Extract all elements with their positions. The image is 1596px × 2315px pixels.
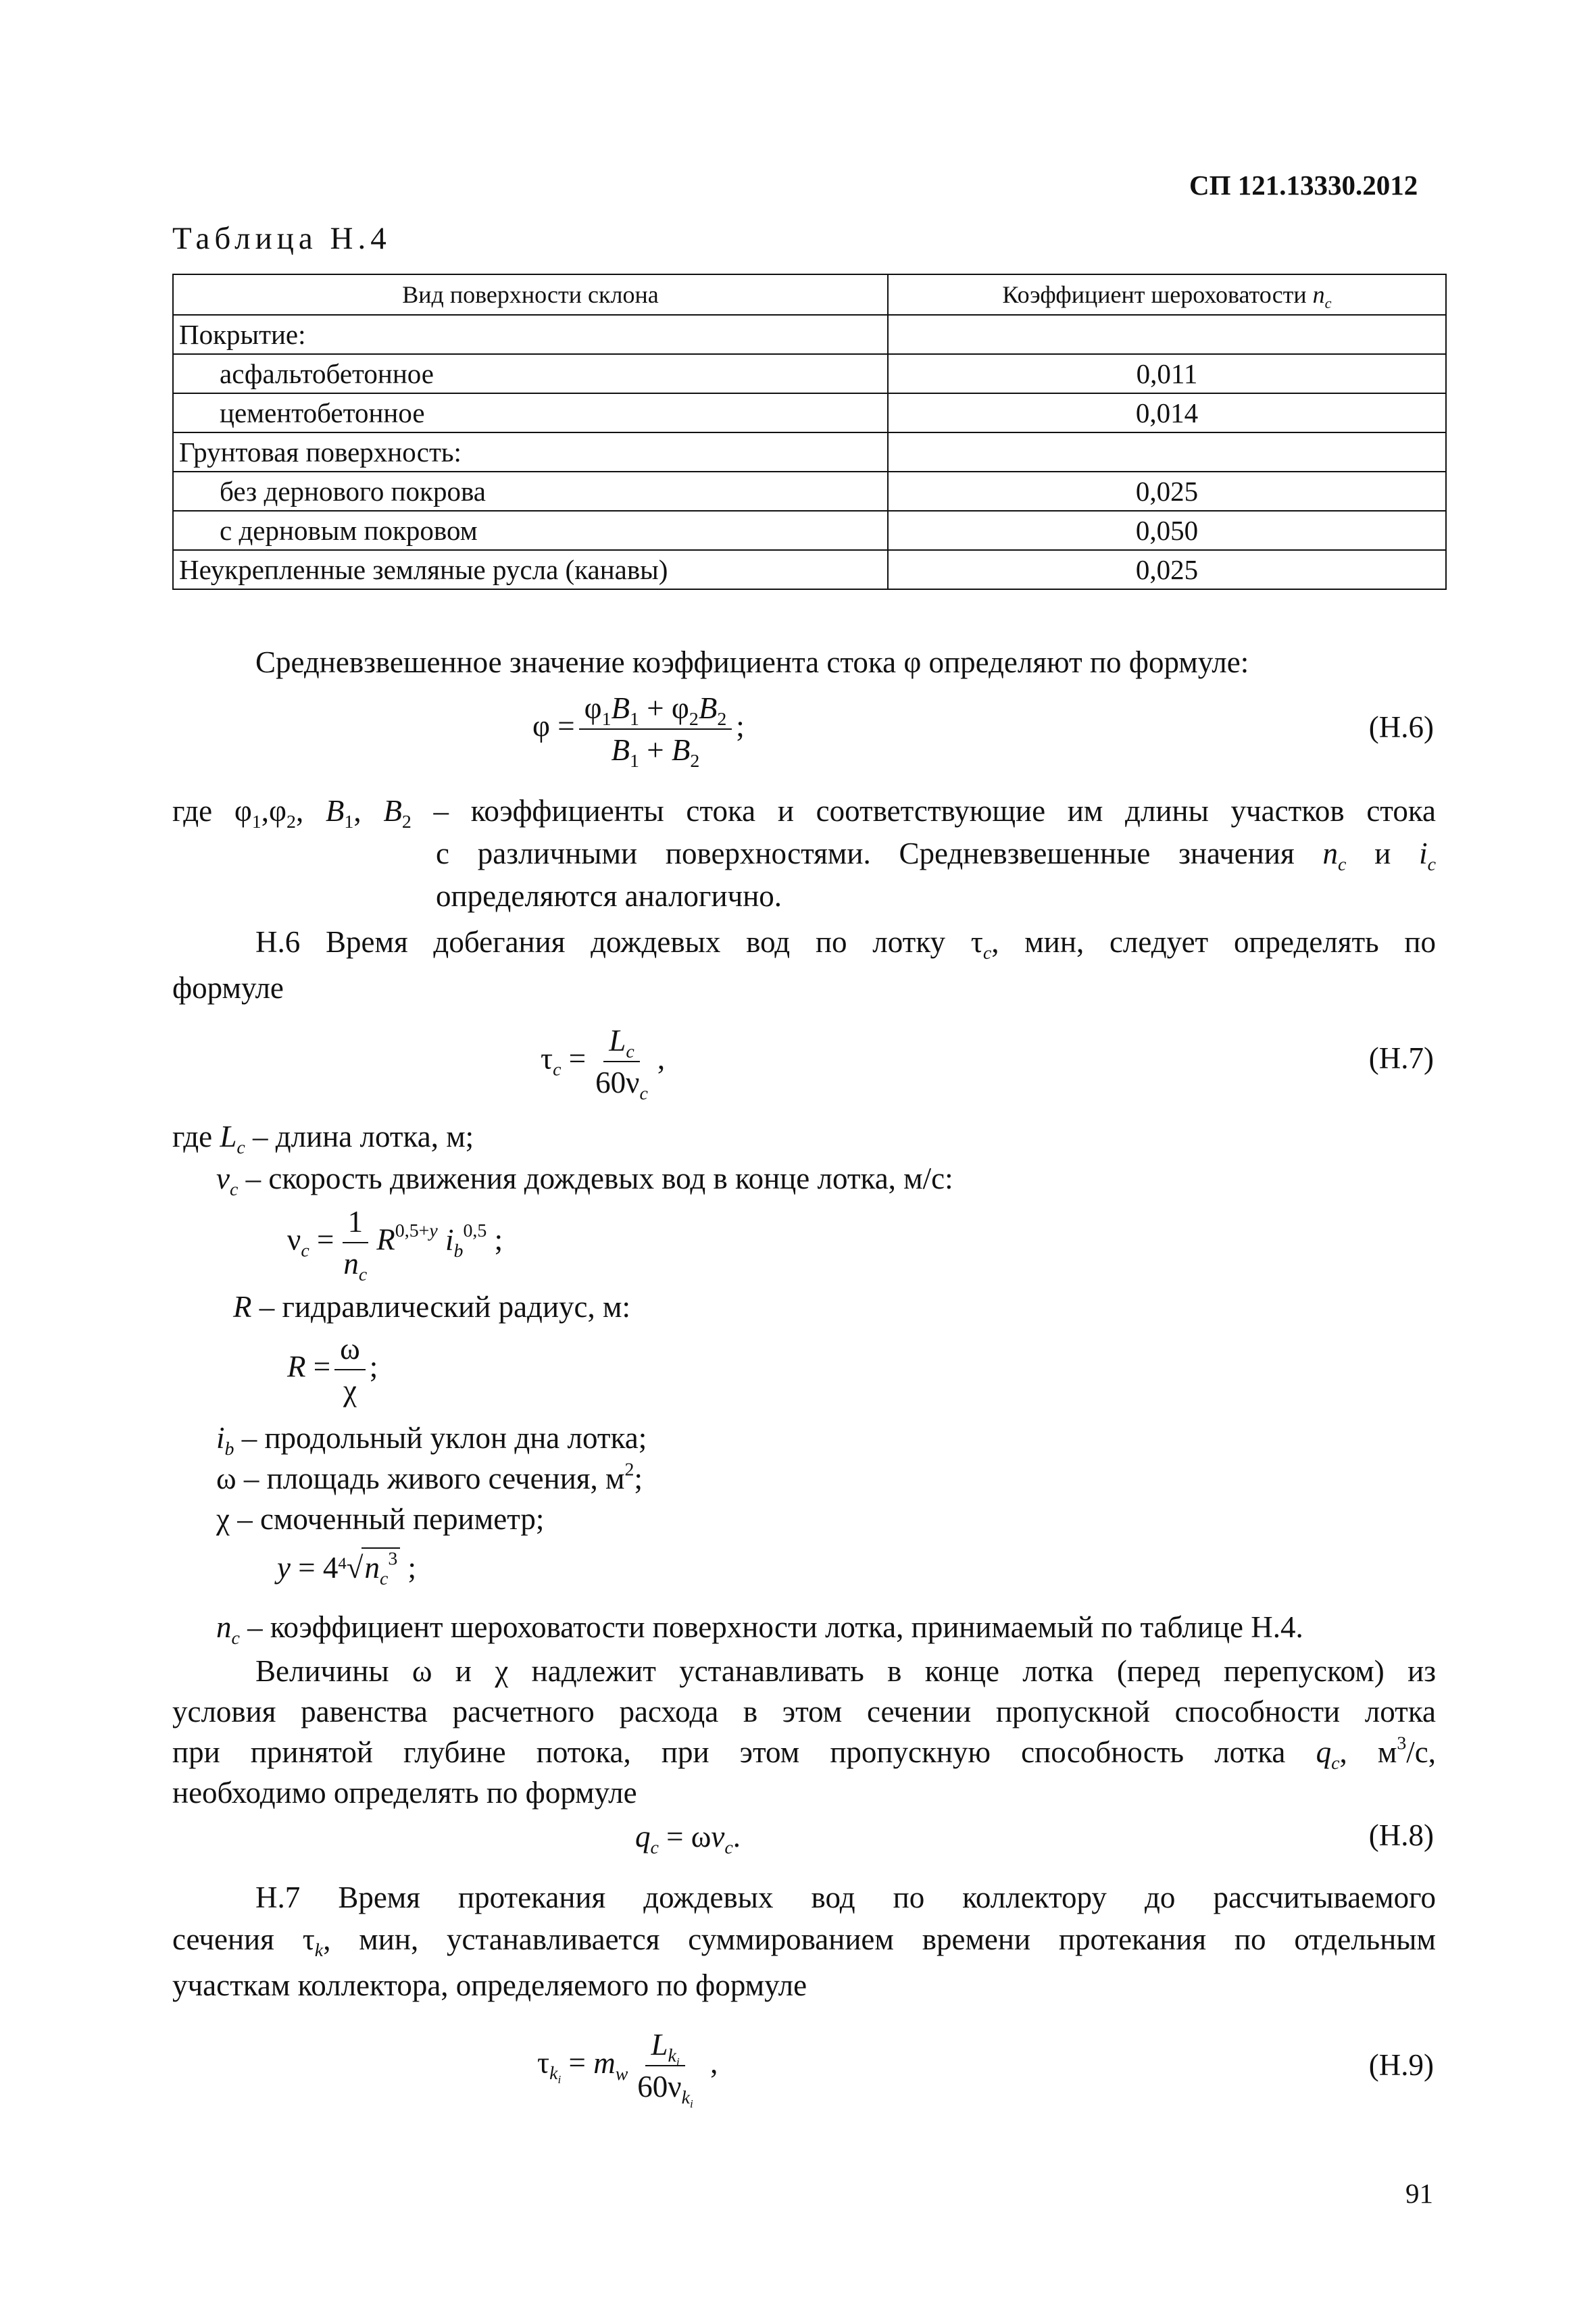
table-row: Неукрепленные земляные русла (канавы) 0,025: [173, 550, 1446, 589]
table-row: Грунтовая поверхность:: [173, 432, 1446, 472]
paragraph: с различными поверхностями. Средневзвешенные значения $n_c$ и $i_c$: [436, 837, 1437, 875]
equation-number: (Н.9): [1368, 2048, 1434, 2082]
paragraph: Средневзвешенное значение коэффициента стока φ определяют по формуле:: [255, 645, 1249, 679]
paragraph: формуле: [172, 971, 284, 1005]
definition-chi: χ – смоченный периметр;: [216, 1502, 545, 1536]
column-header: Коэффициент шероховатости $n_c$: [888, 274, 1446, 315]
paragraph: Н.6 Время добегания дождевых вод по лотку $\tau_c$, мин, следует определять по: [255, 925, 1436, 964]
paragraph: определяются аналогично.: [436, 879, 782, 913]
paragraph: Величины ω и χ надлежит устанавливать в конце лотка (перед перепуском) из: [255, 1654, 1436, 1688]
paragraph: где $\varphi_1,\varphi_2$, $B_1$, $B_2$ – коэффициенты стока и соответствующие им длины участков стока: [172, 794, 1437, 832]
paragraph: необходимо определять по формуле: [172, 1776, 637, 1810]
table-row: без дернового покрова 0,025: [173, 472, 1446, 511]
definition-omega: ω – площадь живого сечения, $м^2$;: [216, 1459, 643, 1495]
equation-number: (Н.7): [1368, 1041, 1434, 1075]
equation-number: (Н.8): [1368, 1818, 1434, 1852]
definition-vc: $v_c$ – скорость движения дождевых вод в конце лотка, м/с:: [216, 1162, 953, 1200]
equation-number: (Н.6): [1368, 710, 1434, 744]
definition-r: R – гидравлический радиус, м:: [233, 1290, 630, 1324]
table-row: асфальтобетонное 0,011: [173, 354, 1446, 393]
page-number: 91: [1405, 2178, 1433, 2209]
table-caption: Таблица Н.4: [172, 221, 391, 256]
formula-vc: $\nu_c$ = $\frac{1}{n_c}$ $R^{0,5+y}$ $i_b^{0,5}$ ;: [287, 1203, 503, 1283]
table-row: цементобетонное 0,014: [173, 393, 1446, 432]
formula-h6: φ = $\frac{\varphi_1B_1 + \varphi_2B_2}{B_1 + B_2}$ ;: [532, 689, 745, 770]
roughness-table: [172, 274, 1447, 590]
formula-r: R = $\frac{\omega}{\chi}$ ;: [287, 1330, 378, 1410]
paragraph: Н.7 Время протекания дождевых вод по коллектору до рассчитываемого: [255, 1881, 1436, 1914]
definition-ib: $i_b$ – продольный уклон дна лотка;: [216, 1421, 647, 1460]
table-row: Покрытие:: [173, 315, 1446, 354]
definition-lc: где $L_c$ – длина лотка, м;: [172, 1120, 474, 1158]
standard-code: СП 121.13330.2012: [1189, 170, 1418, 201]
definition-nc: $n_c$ – коэффициент шероховатости поверхности лотка, принимаемый по таблице Н.4.: [216, 1610, 1303, 1649]
formula-h9: $\tau_{k_i} = m_w$ $\frac{L_{k_i}}{60\nu_{k_i}}$ ,: [537, 2026, 718, 2106]
paragraph: условия равенства расчетного расхода в этом сечении пропускной способности лотка: [172, 1695, 1436, 1728]
column-header: Вид поверхности склона: [173, 274, 888, 315]
table-header-row: [173, 274, 1446, 315]
formula-y: $y = 4^4√n_c^3$ ;: [277, 1548, 417, 1589]
formula-h8: $q_c = \omega v_c$.: [635, 1820, 741, 1858]
paragraph: участкам коллектора, определяемого по формуле: [172, 1968, 807, 2002]
paragraph: сечения $\tau_k$, мин, устанавливается суммированием времени протекания по отдельным: [172, 1922, 1436, 1961]
paragraph: при принятой глубине потока, при этом пропускную способность лотка $q_c$, $м^3/с$,: [172, 1733, 1437, 1774]
formula-h7: $\tau_c$ = $\frac{L_c}{60\nu_c}$ ,: [541, 1022, 665, 1102]
table-row: с дерновым покровом 0,050: [173, 511, 1446, 550]
